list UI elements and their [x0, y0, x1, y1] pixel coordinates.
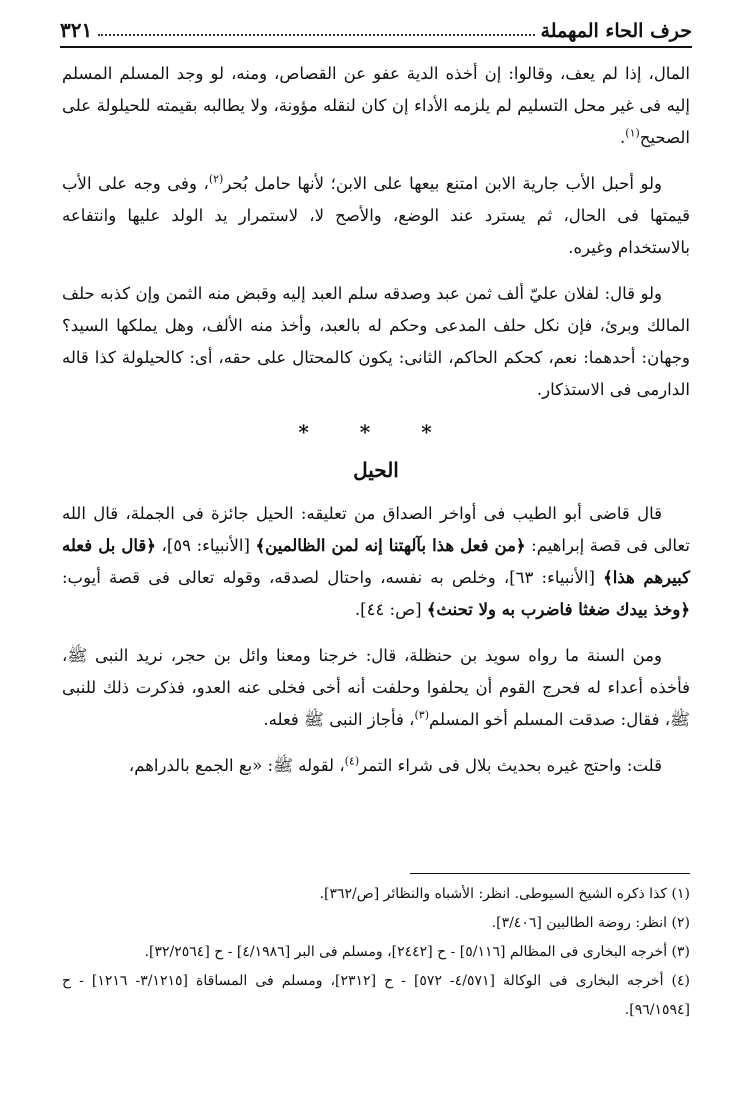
paragraph-1	[62, 58, 690, 154]
main-text	[62, 58, 690, 796]
paragraph-6-text-a: قلت: واحتج غيره بحديث بلال فى شراء التمر	[359, 756, 662, 775]
paragraph-5	[62, 640, 690, 736]
quran-verse-3: ﴿وخذ بيدك ضغثا فاضرب به ولا تحنث﴾	[426, 600, 690, 619]
footnotes	[62, 880, 690, 1025]
paragraph-5-text-b: ، فأجاز النبى ﷺ فعله.	[263, 710, 415, 729]
paragraph-4	[62, 498, 690, 626]
footnote-divider	[410, 873, 690, 874]
header-dot-leader	[98, 33, 534, 36]
page-number: ٣٢١	[60, 18, 93, 42]
verse-ref-2: [الأنبياء: ٦٣]، وخلص به نفسه، واحتال لصدقه، وقوله تعالى فى قصة أيوب:	[62, 568, 604, 587]
page-header	[60, 14, 692, 48]
paragraph-3	[62, 278, 690, 406]
paragraph-4-text-a: قال قاضى أبو الطيب فى أواخر الصداق من تعليقه: الحيل جائزة فى الجملة، قال الله تعالى فى قصة إبراهيم:	[62, 504, 690, 555]
chapter-title: حرف الحاء المهملة	[540, 20, 692, 42]
paragraph-2-text-b: ، وفى وجه على الأب قيمتها فى الحال، ثم يسترد عند الوضع، والأصح لا، لاستمرار يد الولد عليها وانتفاعه بالاستخدام وغيره.	[62, 174, 690, 257]
paragraph-2-text-a: ولو أحبل الأب جارية الابن امتنع بيعها على الابن؛ لأنها حامل بُحر	[223, 174, 662, 193]
paragraph-3-text: ولو قال: لفلان عليّ ألف ثمن عبد وصدقه سلم العبد إليه وقبض منه الثمن وإن كذبه حلف المالك وبرئ، فإن نكل حلف المدعى وحكم له بالعبد، وأخذ منه الألف، وهل يملكها السيد؟ وجهان: أحدهما: نعم، كحكم الحاكم، الثانى: يكون كالمحتال على حقه، أى: كالحيلولة كذا قاله الدارمى فى الاستذكار.	[62, 284, 690, 399]
quran-verse-1: ﴿من فعل هذا بآلهتنا إنه لمن الظالمين﴾	[255, 536, 526, 555]
paragraph-1-text: المال، إذا لم يعف، وقالوا: إن أخذه الدية عفو عن القصاص، ومنه، لو وجد المسلم المسلم إليه فى غير محل التسليم لم يلزمه الأداء إن كان لنقله مؤونة، ولا يطالبه بقيمته للحيلولة على الصحيح	[62, 64, 690, 147]
section-separator: * * *	[298, 420, 454, 444]
section-heading: الحيل	[353, 458, 399, 482]
paragraph-6-text-b: ، لقوله ﷺ: «بع الجمع بالدراهم،	[128, 756, 345, 775]
paragraph-2	[62, 168, 690, 264]
footnote-3: (٣) أخرجه البخارى فى المظالم [٥/١١٦] - ح [٢٤٤٢]، ومسلم فى البر [٤/١٩٨٦] - ح [٣٢/٢٥٦٤].	[144, 944, 690, 960]
quran-verse-2: ﴿قال بل فعله كبيرهم هذا﴾	[62, 536, 690, 587]
footnote-ref-1[interactable]: (١)	[625, 126, 640, 140]
footnote-ref-3[interactable]: (٣)	[414, 708, 429, 722]
footnote-4: (٤) أخرجه البخارى فى الوكالة [٤/٥٧١- ٥٧٢] - ح [٢٣١٢]، ومسلم فى المساقاة [٣/١٢١٥- ١٢١٦] - ح [٩٦/١٥٩٤].	[62, 973, 690, 1018]
verse-ref-1: [الأنبياء: ٥٩]،	[155, 536, 256, 555]
footnote-2: (٢) انظر: روضة الطالبين [٣/٤٠٦].	[491, 915, 690, 931]
paragraph-5-text-a: ومن السنة ما رواه سويد بن حنظلة، قال: خرجنا ومعنا وائل بن حجر، نريد النبى ﷺ، فأخذه أعداء له فحرج القوم أن يحلفوا وحلفت أنه أخى فخلى عنه العدو، فذكرت ذلك للنبى ﷺ، فقال: صدقت المسلم أخو المسلم	[62, 646, 690, 729]
footnote-1: (١) كذا ذكره الشيخ السيوطى. انظر: الأشباه والنظائر [ص/٣٦٢].	[319, 886, 690, 902]
footnote-ref-4[interactable]: (٤)	[344, 754, 360, 768]
paragraph-1-tail: .	[620, 128, 626, 147]
footnote-ref-2[interactable]: (٢)	[208, 172, 224, 186]
paragraph-6	[62, 750, 690, 782]
verse-ref-3: [ص: ٤٤].	[354, 600, 427, 619]
